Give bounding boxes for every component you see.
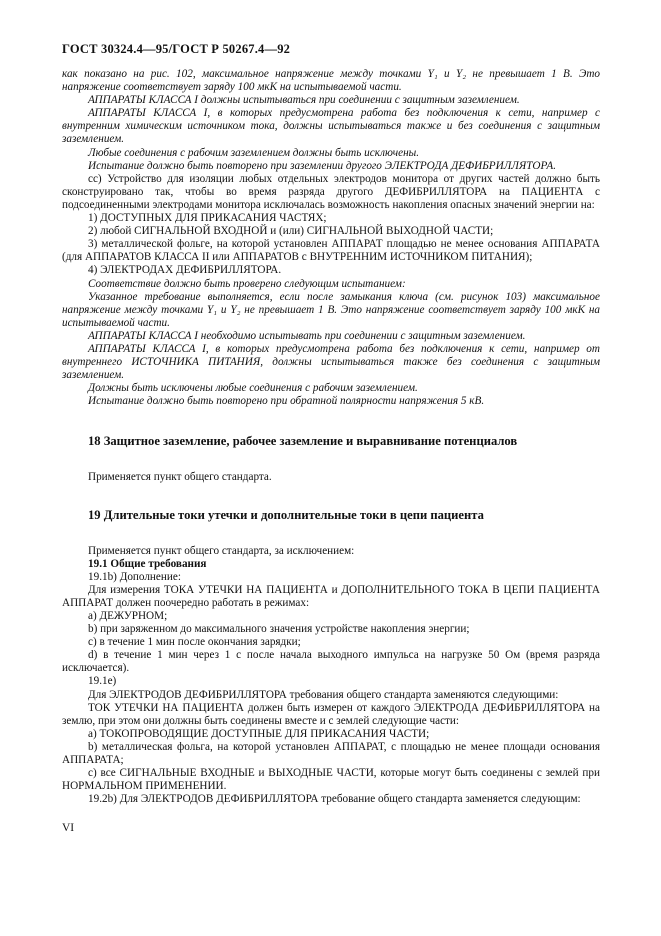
paragraph: c) в течение 1 мин после окончания зарядки; — [88, 636, 301, 649]
paragraph: 1) ДОСТУПНЫХ ДЛЯ ПРИКАСАНИЯ ЧАСТЯХ; — [88, 212, 327, 225]
paragraph: АППАРАТЫ КЛАССА I, в которых предусмотрена работа без подключения к сети, например от внутреннего ИСТОЧНИКА ПИТАНИЯ, должны испытываться также без соединения с защитным заземлением. — [62, 342, 600, 382]
page-number: VI — [62, 822, 75, 834]
paragraph: как показано на рис. 102, максимальное напряжение между точками Y₁ и Y₂ не превышает 1 В. Это напряжение соответствует заряду 100 мкК на испытываемой части. — [62, 68, 600, 94]
paragraph: Любые соединения с рабочим заземлением должны быть исключены. — [88, 146, 420, 159]
paragraph: 3) металлической фольге, на которой установлен АППАРАТ площадью не менее основания АППАРАТА (для АППАРАТОВ КЛАССА II или АППАРАТОВ с ВНУТРЕННИМ ИСТОЧНИКОМ ПИТАНИЯ); — [62, 238, 600, 264]
paragraph: 4) ЭЛЕКТРОДАХ ДЕФИБРИЛЛЯТОРА. — [88, 264, 282, 277]
paragraph: a) ТОКОПРОВОДЯЩИЕ ДОСТУПНЫЕ ДЛЯ ПРИКАСАНИЯ ЧАСТИ; — [88, 727, 430, 740]
paragraph: АППАРАТЫ КЛАССА I, в которых предусмотрена работа без подключения к сети, например с внутренним химическим источником тока, должны испытываться также и без соединения с защитным заземлением. — [62, 107, 600, 146]
paragraph: 19.1b) Дополнение: — [88, 570, 181, 583]
paragraph: ТОК УТЕЧКИ НА ПАЦИЕНТА должен быть измерен от каждого ЭЛЕКТРОДА ДЕФИБРИЛЛЯТОРА на землю, при этом они должны быть соединены вместе и с землей следующие части: — [62, 701, 600, 727]
paragraph: Для измерения ТОКА УТЕЧКИ НА ПАЦИЕНТА и ДОПОЛНИТЕЛЬНОГО ТОКА В ЦЕПИ ПАЦИЕНТА АППАРАТ должен поочередно работать в режимах: — [62, 583, 600, 609]
subsection-heading: 19.1 Общие требования — [88, 557, 207, 570]
paragraph: 19.1e) — [88, 675, 117, 688]
document-body — [62, 68, 600, 806]
paragraph: d) в течение 1 мин через 1 с после начала выходного импульса на нагрузке 50 Ом (время разряда исключается). — [62, 649, 600, 675]
paragraph: b) при заряженном до максимального значения устройстве накопления энергии; — [88, 623, 470, 636]
paragraph: Испытание должно быть повторено при заземлении другого ЭЛЕКТРОДА ДЕФИБРИЛЛЯТОРА. — [88, 159, 556, 172]
section-heading: 18 Защитное заземление, рабочее заземление и выравнивание потенциалов — [88, 434, 518, 449]
paragraph: Должны быть исключены любые соединения с рабочим заземлением. — [88, 382, 418, 395]
paragraph: a) ДЕЖУРНОМ; — [88, 610, 168, 622]
paragraph: cc) Устройство для изоляции любых отдельных электродов монитора от других частей должно быть сконструировано так, чтобы во время разряда другого ДЕФИБРИЛЛЯТОРА на ПАЦИЕНТА с подсоединенными электродами монитора исключалась возможность накопления опасных значений энергии на: — [62, 172, 600, 211]
paragraph: Испытание должно быть повторено при обратной полярности напряжения 5 кВ. — [88, 395, 485, 408]
section-heading: 19 Длительные токи утечки и дополнительные токи в цепи пациента — [88, 507, 484, 522]
paragraph: b) металлическая фольга, на которой установлен АППАРАТ, с площадью не менее площади основания АППАРАТА; — [62, 740, 600, 767]
paragraph: 2) любой СИГНАЛЬНОЙ ВХОДНОЙ и (или) СИГНАЛЬНОЙ ВЫХОДНОЙ ЧАСТИ; — [88, 225, 494, 238]
page-header: ГОСТ 30324.4—95/ГОСТ Р 50267.4—92 — [62, 42, 291, 56]
paragraph: Соответствие должно быть проверено следующим испытанием: — [88, 277, 406, 290]
paragraph: АППАРАТЫ КЛАССА I необходимо испытывать при соединении с защитным заземлением. — [88, 329, 526, 342]
paragraph: 19.2b) Для ЭЛЕКТРОДОВ ДЕФИБРИЛЛЯТОРА требование общего стандарта заменяется следующим: — [88, 793, 581, 806]
paragraph: Применяется пункт общего стандарта, за исключением: — [88, 544, 355, 557]
paragraph: Для ЭЛЕКТРОДОВ ДЕФИБРИЛЛЯТОРА требования общего стандарта заменяются следующими: — [88, 688, 559, 701]
paragraph: Применяется пункт общего стандарта. — [88, 471, 272, 484]
paragraph: АППАРАТЫ КЛАССА I должны испытываться при соединении с защитным заземлением. — [88, 94, 520, 107]
paragraph: c) все СИГНАЛЬНЫЕ ВХОДНЫЕ и ВЫХОДНЫЕ ЧАСТИ, которые могут быть соединены с землей при НОРМАЛЬНОМ ПРИМЕНЕНИИ. — [62, 767, 600, 793]
paragraph: Указанное требование выполняется, если после замыкания ключа (см. рисунок 103) максимальное напряжение между точками Y₁ и Y₂ не превышает 1 В. Это напряжение соответствует заряду 100 мкК на испытываемой части. — [62, 290, 600, 329]
